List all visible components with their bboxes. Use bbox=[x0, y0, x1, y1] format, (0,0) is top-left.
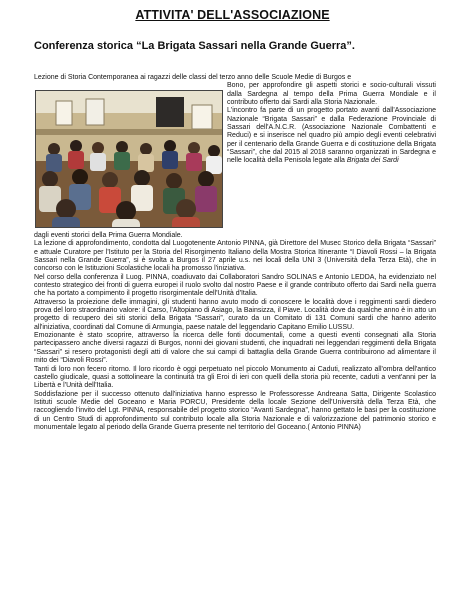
project-paragraph bbox=[227, 107, 436, 165]
paragraph-1-end: dagli eventi storici della Prima Guerra Mondiale. bbox=[34, 232, 183, 239]
intro-paragraph bbox=[227, 74, 436, 166]
intro-paragraph-line1 bbox=[227, 82, 436, 107]
paragraph-3: Nel corso della conferenza il Luog. PINNA, coadiuvato dai Collaboratori Sandro SOLINAS e Antonio LEDDA, ha evidenziato nel contesto strategico dei fronti di guerra europei il ruolo svolto dal nostro Paese e il grande contributo offerto dai Sardi nella guerra che ha portato a compimento il progetto risorgimentale dell'Unità d'Italia. bbox=[34, 273, 436, 298]
paragraph-7: Soddisfazione per il successo ottenuto dall'iniziativa hanno espresso le Professoresse Andreana Satta, Dirigente Scolastico Istituti scuole Medie del Goceano e Maria PORCU, Presidente della locale Sezione dell'Università della Terza Età, che raccogliendo l'invito del Lgt. PINNA, responsabile del progetto storico “Avanti Sardegna”, hanno gettato le basi per la costituzione di un Centro Studi di approfondimento sul contributo locale alla Storia Nazionale e di valorizzazione del patrimonio storico e monumentale legato al periodo della Grande Guerra presente nel territorio del Goceano.( Antonio PINNA) bbox=[34, 390, 436, 431]
project-text: L'incontro fa parte di un progetto portato avanti dall'Associazione Nazionale “Brigata Sassari” e dalla Federazione Provinciale di Sassari dell'A.N.C.R. (Associazione Nazionale Combattenti e Reduci) e si inserisce nel quadro più ampio degli eventi celebrativi per il centenario della Grande Guerra e di costituzione della Brigata “Sassari”, che dal 2015 al 2018 saranno organizzati in Sardegna e nelle località della Penisola legate alla bbox=[227, 107, 436, 165]
brigata-italic: Brigata dei Sardi bbox=[346, 157, 399, 165]
paragraph-6: Tanti di loro non fecero ritorno. Il loro ricordo è oggi perpetuato nel piccolo Monumento ai Caduti, realizzato all'ombra dell'antico castello giudicale, quasi a sottolineare la continuità tra gli Eroi di ieri con quelli della storia più recente, caduti a vent'anni per la Libertà e l'Unità dell'Italia. bbox=[34, 365, 436, 390]
paragraph-4: Attraverso la proiezione delle immagini, gli studenti hanno avuto modo di conoscere le località dove i reggimenti sardi diedero prova del loro straordinario valore: il Carso, l'Altopiano di Asiago, la Bainsizza, il Piave. Località dove da qualche anno è in atto un progetto di recupero dei siti storici della Brigata “Sassari”, curato da un Comitato di 131 Comuni sardi che hanno aderito all'iniziativa, coordinati dal Comune di Armungia, paese natale del leggendario Capitano Emilio LUSSU. bbox=[34, 298, 436, 331]
article-body bbox=[34, 232, 436, 432]
conference-photo bbox=[35, 90, 223, 228]
paragraph-5: Emozionante è stato scoprire, attraverso la ricerca delle fonti documentali, come a questi eventi consegnati alla Storia partecipassero anche diversi ragazzi di Burgos, nonni dei giovani studenti, che inquadrati nei leggendari reggimenti della Brigata “Sassari” si resero protagonisti degli atti di valore che sui campi di battaglia della Grande Guerra contribuirono ad alimentare il mito dei “Diavoli Rossi”. bbox=[34, 332, 436, 365]
intro-wrap-text: Bono, per approfondire gli aspetti storici e socio-culturali vissuti dalla Sardegna al tempo della Prima Guerra Mondiale e il contributo offerto dai Sardi alla Storia Nazionale. bbox=[227, 82, 436, 107]
paragraph-2: La lezione di approfondimento, condotta dal Luogotenente Antonio PINNA, già Direttore del Musec Storico della Brigata “Sassari” e attuale Curatore per l'Istituto per la Storia del Risorgimento Italiano della Mostra Storica Itinerante “I Diavoli Rossi – la Brigata Sassari nella Grande Guerra”, si è svolta a Burgos il 27 aprile u.s. nei locali della UNI 3 (Università della Terza Età), che in concorso con le Istituzioni Scolastiche locali ha promosso l'iniziativa. bbox=[34, 240, 436, 273]
article-headline: Conferenza storica “La Brigata Sassari nella Grande Guerra”. bbox=[34, 40, 355, 52]
intro-lead: Lezione di Storia Contemporanea ai ragazzi delle classi del terzo anno delle Scuole Medie di Burgos e bbox=[34, 74, 352, 81]
page-title: ATTIVITA' DELL'ASSOCIAZIONE bbox=[135, 8, 330, 22]
